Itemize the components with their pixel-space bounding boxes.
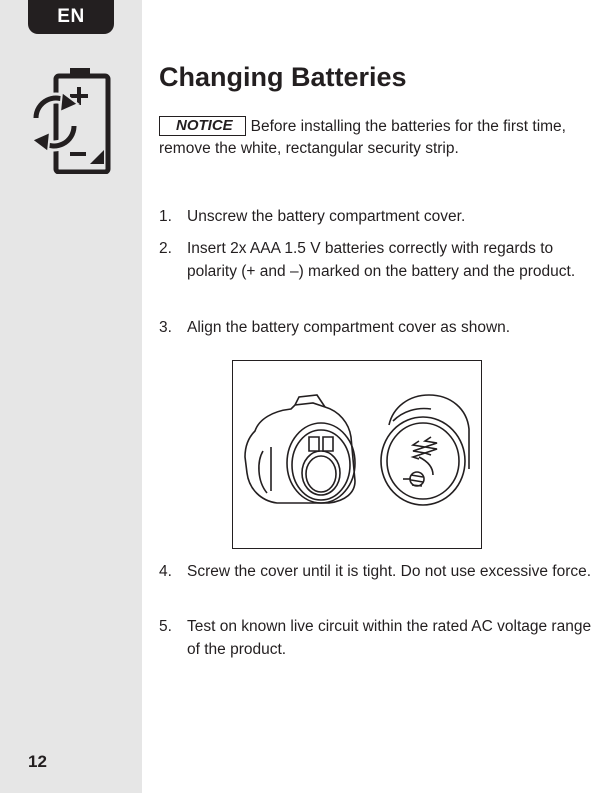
sidebar bbox=[0, 0, 142, 793]
step-text: Test on known live circuit within the rated AC voltage range of the product. bbox=[187, 618, 592, 658]
step-text: Insert 2x AAA 1.5 V batteries correctly with regards to polarity (+ and –) marked on the battery and the product. bbox=[187, 240, 576, 280]
step-item bbox=[159, 205, 599, 228]
battery-change-icon bbox=[28, 66, 114, 174]
step-number: 3. bbox=[159, 319, 172, 336]
page-number: 12 bbox=[28, 752, 47, 771]
step-number: 1. bbox=[159, 208, 172, 225]
illustration-drawing bbox=[233, 361, 480, 547]
step-item bbox=[159, 560, 599, 583]
page-title: Changing Batteries bbox=[159, 62, 407, 92]
step-item bbox=[159, 316, 599, 339]
step-item bbox=[159, 615, 599, 661]
step-number: 5. bbox=[159, 618, 172, 635]
notice-label: NOTICE bbox=[159, 116, 246, 136]
notice-text: Before installing the batteries for the first time, remove the white, rectangular security strip. bbox=[159, 118, 566, 157]
notice-paragraph bbox=[159, 116, 599, 160]
step-number: 4. bbox=[159, 563, 172, 580]
battery-cover-alignment-illustration bbox=[232, 360, 482, 549]
step-text: Screw the cover until it is tight. Do not use excessive force. bbox=[187, 563, 592, 580]
step-text: Unscrew the battery compartment cover. bbox=[187, 208, 466, 225]
step-number: 2. bbox=[159, 240, 172, 257]
language-tab: EN bbox=[28, 0, 114, 34]
step-item bbox=[159, 237, 599, 283]
step-text: Align the battery compartment cover as shown. bbox=[187, 319, 511, 336]
